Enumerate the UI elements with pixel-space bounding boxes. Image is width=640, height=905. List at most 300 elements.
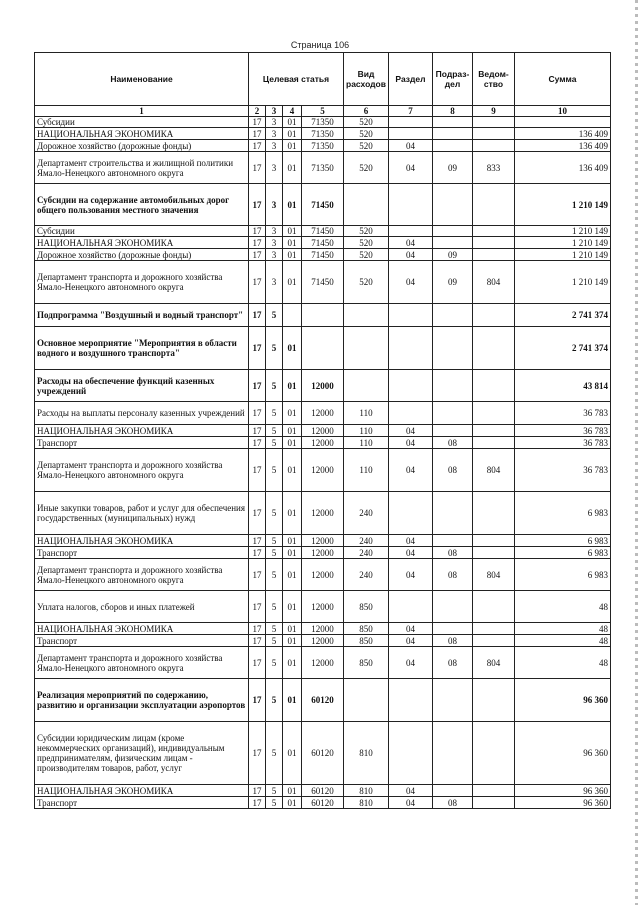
subsection — [433, 402, 473, 425]
target-code-3: 01 — [283, 184, 302, 226]
target-code-3: 01 — [283, 797, 302, 809]
subsection — [433, 425, 473, 437]
target-code-2: 3 — [266, 237, 283, 249]
target-code-2: 5 — [266, 327, 283, 370]
amount: 6 983 — [515, 547, 611, 559]
budget-table — [34, 52, 611, 809]
subsection — [433, 591, 473, 623]
target-code-1: 17 — [249, 226, 266, 237]
target-code-4: 60120 — [302, 679, 344, 722]
column-number: 9 — [473, 106, 515, 117]
target-code-2: 5 — [266, 370, 283, 402]
row-name: Уплата налогов, сборов и иных платежей — [35, 591, 249, 623]
row-name: Транспорт — [35, 547, 249, 559]
row-name: Субсидии юридическим лицам (кроме некоммерческих организаций), индивидуальным предпринимателям, физическим лицам - производителям товаров, работ, услуг — [35, 722, 249, 785]
section — [389, 402, 433, 425]
target-code-2: 3 — [266, 117, 283, 128]
amount: 6 983 — [515, 535, 611, 547]
amount: 136 409 — [515, 128, 611, 140]
row-name: НАЦИОНАЛЬНАЯ ЭКОНОМИКА — [35, 535, 249, 547]
subsection — [433, 128, 473, 140]
row-name: Транспорт — [35, 635, 249, 647]
expense-type: 520 — [344, 152, 389, 184]
amount: 6 983 — [515, 559, 611, 591]
section: 04 — [389, 449, 433, 492]
expense-type — [344, 679, 389, 722]
amount: 1 210 149 — [515, 237, 611, 249]
department-code — [473, 623, 515, 635]
target-code-4 — [302, 327, 344, 370]
amount: 36 783 — [515, 437, 611, 449]
table-row — [35, 152, 611, 184]
amount: 136 409 — [515, 140, 611, 152]
row-name: Дорожное хозяйство (дорожные фонды) — [35, 249, 249, 261]
target-code-1: 17 — [249, 237, 266, 249]
row-name: Департамент транспорта и дорожного хозяйства Ямало-Ненецкого автономного округа — [35, 647, 249, 679]
row-name: Расходы на выплаты персоналу казенных учреждений — [35, 402, 249, 425]
expense-type — [344, 184, 389, 226]
department-code: 804 — [473, 647, 515, 679]
section: 04 — [389, 261, 433, 304]
target-code-3: 01 — [283, 128, 302, 140]
target-code-2: 5 — [266, 797, 283, 809]
column-number: 5 — [302, 106, 344, 117]
amount: 136 409 — [515, 152, 611, 184]
target-code-3: 01 — [283, 449, 302, 492]
target-code-1: 17 — [249, 117, 266, 128]
target-code-3: 01 — [283, 249, 302, 261]
target-code-1: 17 — [249, 304, 266, 327]
row-name: НАЦИОНАЛЬНАЯ ЭКОНОМИКА — [35, 785, 249, 797]
column-number: 3 — [266, 106, 283, 117]
column-number: 6 — [344, 106, 389, 117]
subsection — [433, 184, 473, 226]
table-row — [35, 261, 611, 304]
department-code: 804 — [473, 559, 515, 591]
expense-type: 850 — [344, 591, 389, 623]
target-code-4: 12000 — [302, 492, 344, 535]
header-target-article: Целевая статья — [249, 53, 344, 106]
section: 04 — [389, 140, 433, 152]
amount: 1 210 149 — [515, 261, 611, 304]
expense-type — [344, 304, 389, 327]
target-code-2: 3 — [266, 128, 283, 140]
target-code-3: 01 — [283, 425, 302, 437]
target-code-1: 17 — [249, 261, 266, 304]
subsection: 08 — [433, 547, 473, 559]
target-code-3: 01 — [283, 152, 302, 184]
section — [389, 370, 433, 402]
row-name: Реализация мероприятий по содержанию, развитию и организации эксплуатации аэропортов — [35, 679, 249, 722]
section: 04 — [389, 437, 433, 449]
department-code — [473, 635, 515, 647]
table-row — [35, 547, 611, 559]
target-code-4: 60120 — [302, 797, 344, 809]
target-code-2: 3 — [266, 261, 283, 304]
table-row — [35, 117, 611, 128]
row-name: Дорожное хозяйство (дорожные фонды) — [35, 140, 249, 152]
target-code-2: 3 — [266, 249, 283, 261]
header-section: Раздел — [389, 53, 433, 106]
row-name: Субсидии на содержание автомобильных дорог общего пользования местного значения — [35, 184, 249, 226]
target-code-1: 17 — [249, 623, 266, 635]
target-code-1: 17 — [249, 559, 266, 591]
table-row — [35, 402, 611, 425]
amount: 48 — [515, 647, 611, 679]
row-name: Департамент транспорта и дорожного хозяйства Ямало-Ненецкого автономного округа — [35, 559, 249, 591]
table-row — [35, 327, 611, 370]
subsection: 08 — [433, 437, 473, 449]
target-code-4: 71450 — [302, 237, 344, 249]
target-code-3: 01 — [283, 591, 302, 623]
section: 04 — [389, 785, 433, 797]
section — [389, 327, 433, 370]
expense-type: 850 — [344, 623, 389, 635]
target-code-4: 12000 — [302, 437, 344, 449]
row-name: НАЦИОНАЛЬНАЯ ЭКОНОМИКА — [35, 128, 249, 140]
subsection — [433, 623, 473, 635]
department-code — [473, 547, 515, 559]
target-code-1: 17 — [249, 785, 266, 797]
row-name: Подпрограмма "Воздушный и водный транспорт" — [35, 304, 249, 327]
subsection — [433, 327, 473, 370]
target-code-2: 5 — [266, 492, 283, 535]
target-code-3: 01 — [283, 785, 302, 797]
amount: 96 360 — [515, 785, 611, 797]
expense-type: 520 — [344, 140, 389, 152]
subsection: 09 — [433, 249, 473, 261]
expense-type: 110 — [344, 425, 389, 437]
table-row — [35, 184, 611, 226]
target-code-1: 17 — [249, 152, 266, 184]
target-code-2: 3 — [266, 152, 283, 184]
target-code-3: 01 — [283, 226, 302, 237]
target-code-4: 12000 — [302, 425, 344, 437]
table-row — [35, 591, 611, 623]
target-code-1: 17 — [249, 797, 266, 809]
target-code-1: 17 — [249, 425, 266, 437]
expense-type: 240 — [344, 492, 389, 535]
subsection — [433, 722, 473, 785]
page-number-label: Страница 106 — [290, 40, 350, 50]
target-code-3: 01 — [283, 402, 302, 425]
amount: 96 360 — [515, 797, 611, 809]
subsection — [433, 679, 473, 722]
amount: 1 210 149 — [515, 184, 611, 226]
target-code-2: 5 — [266, 535, 283, 547]
amount: 2 741 374 — [515, 304, 611, 327]
subsection — [433, 237, 473, 249]
section — [389, 226, 433, 237]
amount: 48 — [515, 635, 611, 647]
section — [389, 591, 433, 623]
department-code — [473, 304, 515, 327]
column-number: 10 — [515, 106, 611, 117]
amount: 36 783 — [515, 425, 611, 437]
table-header-row — [35, 53, 611, 106]
row-name: НАЦИОНАЛЬНАЯ ЭКОНОМИКА — [35, 425, 249, 437]
target-code-4: 12000 — [302, 591, 344, 623]
target-code-1: 17 — [249, 249, 266, 261]
target-code-1: 17 — [249, 591, 266, 623]
amount: 43 814 — [515, 370, 611, 402]
target-code-4: 71350 — [302, 128, 344, 140]
section: 04 — [389, 152, 433, 184]
column-number: 8 — [433, 106, 473, 117]
subsection — [433, 785, 473, 797]
target-code-4: 71450 — [302, 184, 344, 226]
target-code-4: 71350 — [302, 117, 344, 128]
target-code-1: 17 — [249, 635, 266, 647]
target-code-4: 12000 — [302, 647, 344, 679]
target-code-3: 01 — [283, 679, 302, 722]
subsection — [433, 370, 473, 402]
target-code-3: 01 — [283, 623, 302, 635]
column-number: 4 — [283, 106, 302, 117]
department-code — [473, 128, 515, 140]
target-code-4: 12000 — [302, 370, 344, 402]
target-code-3: 01 — [283, 535, 302, 547]
target-code-2: 5 — [266, 437, 283, 449]
amount: 36 783 — [515, 449, 611, 492]
table-row — [35, 449, 611, 492]
target-code-4: 12000 — [302, 559, 344, 591]
amount: 96 360 — [515, 722, 611, 785]
target-code-3: 01 — [283, 635, 302, 647]
department-code — [473, 402, 515, 425]
row-name: Иные закупки товаров, работ и услуг для обеспечения государственных (муниципальных) нужд — [35, 492, 249, 535]
target-code-3: 01 — [283, 647, 302, 679]
subsection — [433, 304, 473, 327]
target-code-2: 3 — [266, 140, 283, 152]
target-code-1: 17 — [249, 370, 266, 402]
subsection: 08 — [433, 635, 473, 647]
section — [389, 679, 433, 722]
expense-type: 240 — [344, 547, 389, 559]
expense-type: 240 — [344, 535, 389, 547]
section: 04 — [389, 237, 433, 249]
table-row — [35, 559, 611, 591]
target-code-3: 01 — [283, 261, 302, 304]
table-row — [35, 722, 611, 785]
expense-type: 520 — [344, 249, 389, 261]
table-row — [35, 370, 611, 402]
table-row — [35, 492, 611, 535]
target-code-3: 01 — [283, 327, 302, 370]
section: 04 — [389, 623, 433, 635]
target-code-1: 17 — [249, 449, 266, 492]
target-code-2: 5 — [266, 304, 283, 327]
subsection — [433, 226, 473, 237]
target-code-4: 71450 — [302, 249, 344, 261]
department-code — [473, 425, 515, 437]
department-code — [473, 785, 515, 797]
department-code — [473, 140, 515, 152]
amount: 36 783 — [515, 402, 611, 425]
expense-type: 520 — [344, 261, 389, 304]
section: 04 — [389, 547, 433, 559]
department-code — [473, 370, 515, 402]
target-code-2: 5 — [266, 722, 283, 785]
table-row — [35, 304, 611, 327]
table-row — [35, 535, 611, 547]
table-row — [35, 679, 611, 722]
section — [389, 722, 433, 785]
department-code — [473, 327, 515, 370]
section — [389, 184, 433, 226]
section: 04 — [389, 249, 433, 261]
target-code-2: 3 — [266, 226, 283, 237]
target-code-3: 01 — [283, 547, 302, 559]
department-code — [473, 535, 515, 547]
target-code-4: 12000 — [302, 623, 344, 635]
expense-type: 520 — [344, 226, 389, 237]
section — [389, 117, 433, 128]
row-name: НАЦИОНАЛЬНАЯ ЭКОНОМИКА — [35, 237, 249, 249]
amount: 48 — [515, 623, 611, 635]
row-name: Транспорт — [35, 437, 249, 449]
target-code-3: 01 — [283, 140, 302, 152]
department-code — [473, 797, 515, 809]
target-code-3: 01 — [283, 492, 302, 535]
department-code — [473, 237, 515, 249]
target-code-4: 71450 — [302, 261, 344, 304]
table-row — [35, 797, 611, 809]
table-body — [35, 117, 611, 809]
department-code — [473, 117, 515, 128]
column-number: 7 — [389, 106, 433, 117]
target-code-4: 71350 — [302, 140, 344, 152]
department-code — [473, 679, 515, 722]
target-code-2: 5 — [266, 547, 283, 559]
section: 04 — [389, 797, 433, 809]
table-row — [35, 785, 611, 797]
table-row — [35, 128, 611, 140]
table-row — [35, 635, 611, 647]
target-code-2: 5 — [266, 591, 283, 623]
target-code-2: 5 — [266, 559, 283, 591]
target-code-1: 17 — [249, 647, 266, 679]
header-amount: Сумма — [515, 53, 611, 106]
target-code-3: 01 — [283, 370, 302, 402]
row-name: НАЦИОНАЛЬНАЯ ЭКОНОМИКА — [35, 623, 249, 635]
expense-type: 110 — [344, 402, 389, 425]
table-row — [35, 647, 611, 679]
target-code-3: 01 — [283, 437, 302, 449]
subsection: 09 — [433, 152, 473, 184]
target-code-2: 5 — [266, 623, 283, 635]
target-code-1: 17 — [249, 437, 266, 449]
column-number: 2 — [249, 106, 266, 117]
expense-type: 850 — [344, 647, 389, 679]
section: 04 — [389, 647, 433, 679]
header-subsection: Подраз-дел — [433, 53, 473, 106]
expense-type: 810 — [344, 797, 389, 809]
expense-type — [344, 327, 389, 370]
table-row — [35, 425, 611, 437]
target-code-3: 01 — [283, 237, 302, 249]
header-name: Наименование — [35, 53, 249, 106]
subsection — [433, 140, 473, 152]
row-name: Транспорт — [35, 797, 249, 809]
target-code-1: 17 — [249, 722, 266, 785]
row-name: Субсидии — [35, 117, 249, 128]
subsection: 08 — [433, 797, 473, 809]
department-code — [473, 226, 515, 237]
expense-type — [344, 370, 389, 402]
department-code — [473, 437, 515, 449]
target-code-4: 12000 — [302, 449, 344, 492]
expense-type: 110 — [344, 437, 389, 449]
amount: 1 210 149 — [515, 226, 611, 237]
target-code-4: 71350 — [302, 152, 344, 184]
section — [389, 492, 433, 535]
header-department: Ведом-ство — [473, 53, 515, 106]
target-code-4: 12000 — [302, 635, 344, 647]
expense-type: 520 — [344, 237, 389, 249]
amount: 48 — [515, 591, 611, 623]
target-code-1: 17 — [249, 679, 266, 722]
row-name: Субсидии — [35, 226, 249, 237]
target-code-2: 5 — [266, 679, 283, 722]
amount: 1 210 149 — [515, 249, 611, 261]
target-code-1: 17 — [249, 402, 266, 425]
target-code-1: 17 — [249, 547, 266, 559]
section: 04 — [389, 425, 433, 437]
row-name: Департамент транспорта и дорожного хозяйства Ямало-Ненецкого автономного округа — [35, 449, 249, 492]
row-name: Департамент строительства и жилищной политики Ямало-Ненецкого автономного округа — [35, 152, 249, 184]
table-row — [35, 623, 611, 635]
target-code-4: 60120 — [302, 785, 344, 797]
expense-type: 520 — [344, 117, 389, 128]
target-code-2: 5 — [266, 449, 283, 492]
target-code-4: 12000 — [302, 402, 344, 425]
target-code-2: 5 — [266, 402, 283, 425]
subsection — [433, 535, 473, 547]
subsection: 08 — [433, 449, 473, 492]
department-code: 804 — [473, 449, 515, 492]
target-code-1: 17 — [249, 140, 266, 152]
department-code — [473, 591, 515, 623]
subsection: 08 — [433, 647, 473, 679]
target-code-4: 60120 — [302, 722, 344, 785]
header-expense-type: Вид расходов — [344, 53, 389, 106]
target-code-4: 12000 — [302, 547, 344, 559]
department-code — [473, 492, 515, 535]
expense-type: 240 — [344, 559, 389, 591]
subsection: 09 — [433, 261, 473, 304]
column-numbering-row — [35, 106, 611, 117]
expense-type: 520 — [344, 128, 389, 140]
target-code-3: 01 — [283, 722, 302, 785]
department-code — [473, 249, 515, 261]
row-name: Основное мероприятие "Мероприятия в области водного и воздушного транспорта" — [35, 327, 249, 370]
target-code-1: 17 — [249, 327, 266, 370]
amount — [515, 117, 611, 128]
amount: 2 741 374 — [515, 327, 611, 370]
expense-type: 110 — [344, 449, 389, 492]
section — [389, 128, 433, 140]
table-row — [35, 140, 611, 152]
section: 04 — [389, 535, 433, 547]
target-code-4: 12000 — [302, 535, 344, 547]
target-code-2: 5 — [266, 647, 283, 679]
target-code-2: 5 — [266, 635, 283, 647]
department-code — [473, 152, 515, 184]
table-row — [35, 437, 611, 449]
target-code-4: 71450 — [302, 226, 344, 237]
row-name: Расходы на обеспечение функций казенных учреждений — [35, 370, 249, 402]
